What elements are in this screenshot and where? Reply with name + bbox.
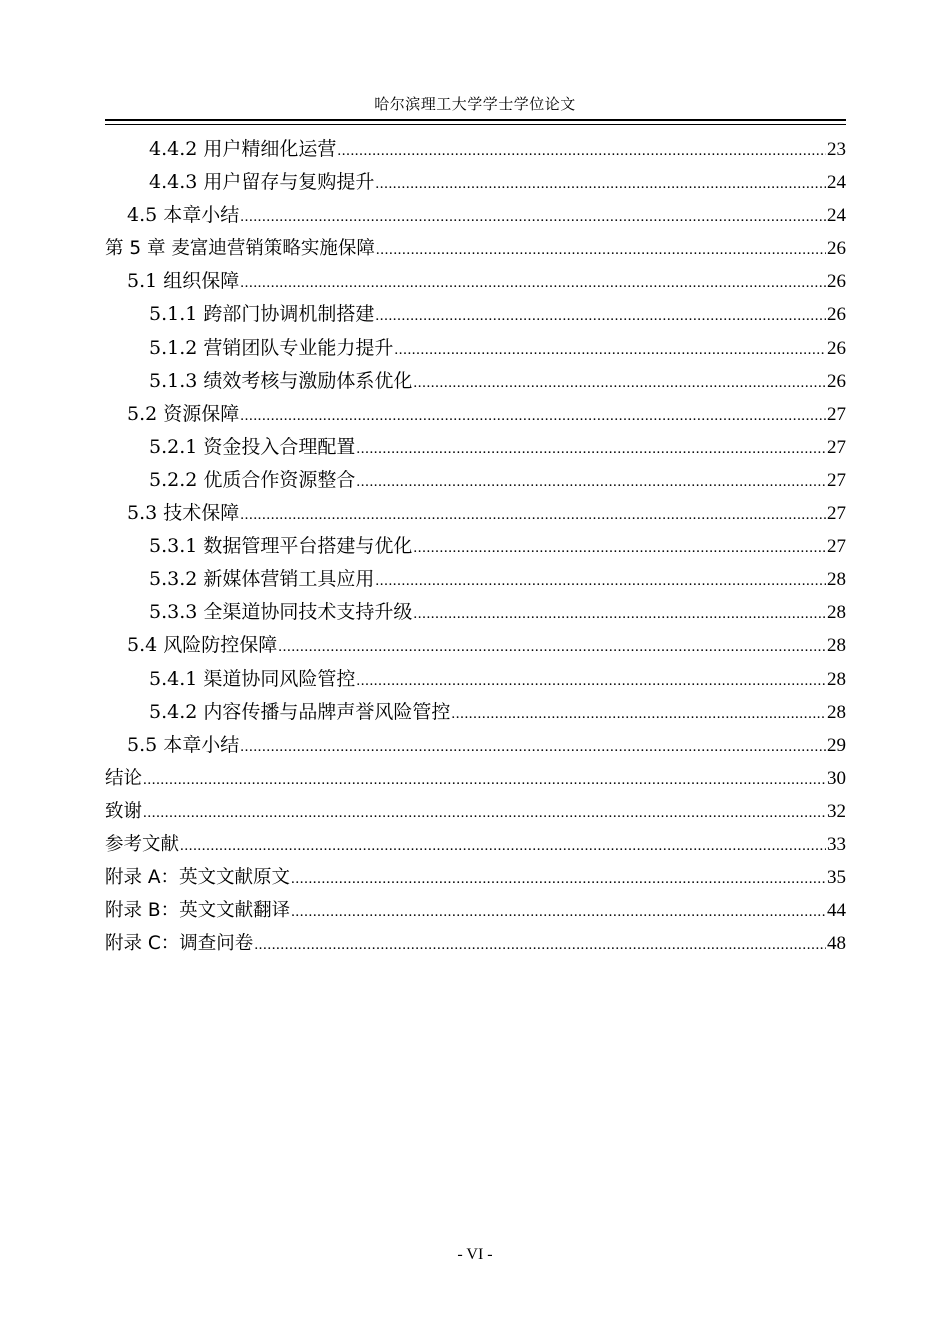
toc-entry[interactable] xyxy=(105,894,846,927)
toc-entry[interactable] xyxy=(105,762,846,795)
toc-page-number: 26 xyxy=(827,238,846,260)
toc-entry[interactable] xyxy=(105,795,846,828)
toc-dot-leader xyxy=(413,598,826,631)
toc-entry-label: 参考文献 xyxy=(105,833,180,855)
toc-entry-label: 5.1.3 绩效考核与激励体系优化 xyxy=(149,369,413,392)
toc-entry-label: 结论 xyxy=(105,767,143,789)
toc-entry-label: 5.5 本章小结 xyxy=(127,733,240,756)
toc-entry[interactable] xyxy=(105,729,846,762)
page-header-title: 哈尔滨理工大学学士学位论文 xyxy=(374,95,576,113)
toc-entry-label: 5.3.1 数据管理平台搭建与优化 xyxy=(149,535,413,558)
toc-dot-leader xyxy=(240,267,826,300)
toc-entry-label: 5.1.2 营销团队专业能力提升 xyxy=(149,336,394,359)
toc-entry[interactable] xyxy=(105,696,846,729)
toc-page-number: 26 xyxy=(827,304,846,326)
toc-page-number: 27 xyxy=(827,536,846,558)
toc-entry[interactable] xyxy=(105,497,846,530)
toc-dot-leader xyxy=(254,929,826,962)
toc-entry[interactable] xyxy=(105,133,846,166)
toc-entry-label: 附录 C：调查问卷 xyxy=(105,933,254,955)
toc-page-number: 26 xyxy=(827,337,846,359)
header-rule-thick xyxy=(105,119,846,121)
toc-dot-leader xyxy=(240,731,826,764)
toc-entry[interactable] xyxy=(105,431,846,464)
toc-entry-label: 5.3.2 新媒体营销工具应用 xyxy=(149,568,375,591)
toc-page-number: 23 xyxy=(827,139,846,160)
toc-dot-leader xyxy=(143,764,826,797)
toc-entry-label: 5.2 资源保障 xyxy=(127,402,240,425)
toc-dot-leader xyxy=(356,433,826,466)
toc-entry-label: 5.3.3 全渠道协同技术支持升级 xyxy=(149,601,413,624)
toc-dot-leader xyxy=(451,698,826,731)
toc-entry[interactable] xyxy=(105,530,846,563)
toc-dot-leader xyxy=(356,665,826,698)
toc-entry-label: 4.5 本章小结 xyxy=(127,204,240,227)
toc-page-number: 29 xyxy=(827,734,846,756)
toc-dot-leader xyxy=(413,532,826,565)
toc-dot-leader xyxy=(413,367,826,400)
toc-entry[interactable] xyxy=(105,365,846,398)
toc-dot-leader xyxy=(180,830,826,863)
toc-page-number: 28 xyxy=(827,635,846,657)
toc-entry[interactable] xyxy=(105,398,846,431)
toc-entry[interactable] xyxy=(105,166,846,199)
toc-entry[interactable] xyxy=(105,927,846,960)
toc-entry-label: 5.1.1 跨部门协调机制搭建 xyxy=(149,303,375,326)
toc-dot-leader xyxy=(291,863,826,896)
toc-dot-leader xyxy=(278,631,826,664)
toc-entry-label: 5.1 组织保障 xyxy=(127,270,240,293)
toc-page-number: 28 xyxy=(827,602,846,624)
toc-page-number: 30 xyxy=(827,767,846,789)
toc-dot-leader xyxy=(375,300,826,333)
toc-page-number: 24 xyxy=(827,205,846,227)
toc-entry[interactable] xyxy=(105,663,846,696)
toc-entry[interactable] xyxy=(105,232,846,265)
toc-page-number: 27 xyxy=(827,403,846,425)
toc-entry-label: 4.4.2 用户精细化运营 xyxy=(149,138,337,160)
toc-entry[interactable] xyxy=(105,563,846,596)
header-rule-thin xyxy=(105,124,846,125)
toc-entry[interactable] xyxy=(105,861,846,894)
table-of-contents xyxy=(105,133,846,960)
toc-entry-label: 4.4.3 用户留存与复购提升 xyxy=(149,171,375,194)
toc-entry[interactable] xyxy=(105,265,846,298)
toc-dot-leader xyxy=(375,168,826,201)
toc-entry-label: 5.2.1 资金投入合理配置 xyxy=(149,435,356,458)
toc-entry[interactable] xyxy=(105,629,846,662)
toc-page-number: 27 xyxy=(827,469,846,491)
toc-dot-leader xyxy=(240,201,826,234)
toc-entry[interactable] xyxy=(105,828,846,861)
toc-dot-leader xyxy=(376,234,826,267)
toc-page-number: 27 xyxy=(827,503,846,525)
toc-entry-label: 第 5 章 麦富迪营销策略实施保障 xyxy=(105,238,375,260)
toc-page-number: 28 xyxy=(827,701,846,723)
toc-dot-leader xyxy=(394,334,826,367)
toc-entry-label: 附录 A：英文文献原文 xyxy=(105,867,291,889)
toc-entry[interactable] xyxy=(105,298,846,331)
toc-entry[interactable] xyxy=(105,596,846,629)
toc-page-number: 32 xyxy=(827,800,846,822)
toc-page-number: 35 xyxy=(827,867,846,889)
toc-dot-leader xyxy=(240,499,826,532)
toc-dot-leader xyxy=(356,466,826,499)
page-footer-number: - VI - xyxy=(457,1246,493,1263)
toc-entry-label: 5.4.2 内容传播与品牌声誉风险管控 xyxy=(149,700,451,723)
toc-dot-leader xyxy=(291,896,826,929)
toc-entry[interactable] xyxy=(105,199,846,232)
toc-entry[interactable] xyxy=(105,332,846,365)
toc-entry-label: 5.4.1 渠道协同风险管控 xyxy=(149,667,356,690)
toc-page-number: 24 xyxy=(827,172,846,194)
toc-entry-label: 5.2.2 优质合作资源整合 xyxy=(149,468,356,491)
toc-entry[interactable] xyxy=(105,464,846,497)
toc-dot-leader xyxy=(375,565,826,598)
toc-page-number: 44 xyxy=(827,900,846,922)
toc-entry-label: 附录 B：英文文献翻译 xyxy=(105,900,291,922)
toc-dot-leader xyxy=(143,797,826,830)
toc-page-number: 27 xyxy=(827,436,846,458)
toc-page-number: 28 xyxy=(827,569,846,591)
toc-entry-label: 5.4 风险防控保障 xyxy=(127,634,278,657)
toc-entry-label: 致谢 xyxy=(105,800,143,822)
toc-dot-leader xyxy=(240,400,826,433)
toc-page-number: 28 xyxy=(827,668,846,690)
toc-entry-label: 5.3 技术保障 xyxy=(127,502,240,525)
toc-page-number: 26 xyxy=(827,271,846,293)
toc-dot-leader xyxy=(337,135,826,168)
toc-page-number: 26 xyxy=(827,370,846,392)
toc-page-number: 33 xyxy=(827,833,846,855)
toc-page-number: 48 xyxy=(827,933,846,955)
